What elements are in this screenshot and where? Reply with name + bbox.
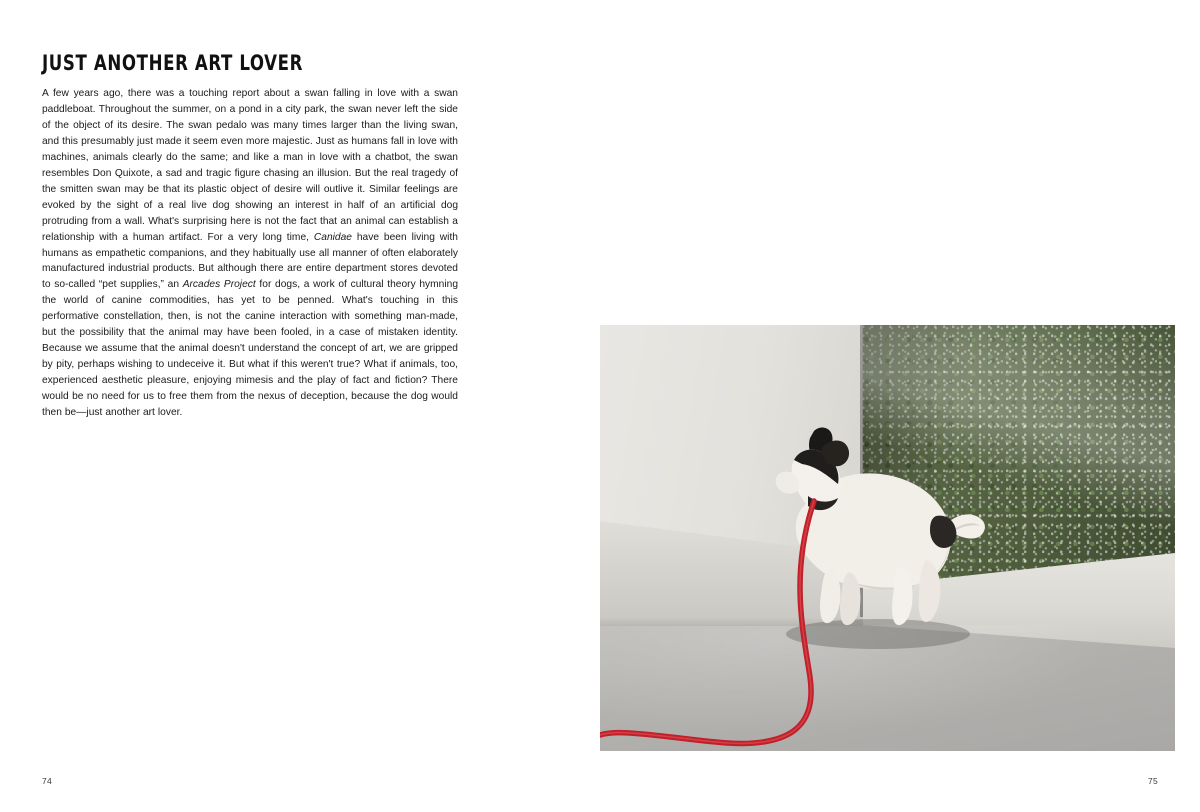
body-segment-3: for dogs, a work of cultural theory hymning the world of canine commodities, has yet to be penned. What's touching in this performative constellation, then, is not the canine interaction with something man-made, but the possibility that the animal may have been fooled, in a case of mistaken identity. Because we assume that the animal doesn't understand the concept of art, we are gripped by pity, perhaps wishing to undeceive it. But what if this weren't true? What if animals, too, experienced aesthetic pleasure, enjoying mimesis and the play of fact and fiction? There would be no need for us to free them from the nexus of deception, because the dog would then be—just another art lover. [42, 279, 459, 419]
page-right [600, 0, 1200, 812]
body-segment-1: A few years ago, there was a touching report about a swan falling in love with a swan paddleboat. Throughout the summer, on a pond in a city park, the swan never left the side of the object of its desire. The swan pedalo was many times larger than the living swan, and this presumably just made it seem even more majestic. Just as humans fall in love with machines, animals clearly do the same; and like a man in love with a chatbot, the swan resembles Don Quixote, a sad and tragic figure chasing an illusion. But the real tragedy of the smitten swan may be that its plastic object of desire will outlive it. Similar feelings are evoked by the sight of a real live dog showing an interest in half of an artificial dog protruding from a wall. What's surprising here is not the fact that an animal can establish a relationship with a human artifact. For a very long time, [42, 88, 458, 243]
page-title: JUST ANOTHER ART LOVER [42, 51, 304, 76]
page-number-left: 74 [42, 776, 53, 786]
italic-term-arcades-project: Arcades Project [182, 279, 256, 291]
article-body-text [42, 86, 458, 421]
red-leash [600, 495, 890, 751]
photo-scene [600, 325, 1175, 751]
page-number-right: 75 [1147, 776, 1158, 786]
italic-term-canidae: Canidae [313, 231, 352, 243]
body-segment-2: have been living with humans as empathetic companions, and they habitually use all manner of often elaborately manufactured industrial products. But although there are entire department stores devoted to so-called “pet supplies,” an [42, 231, 458, 291]
photograph [600, 325, 1175, 751]
